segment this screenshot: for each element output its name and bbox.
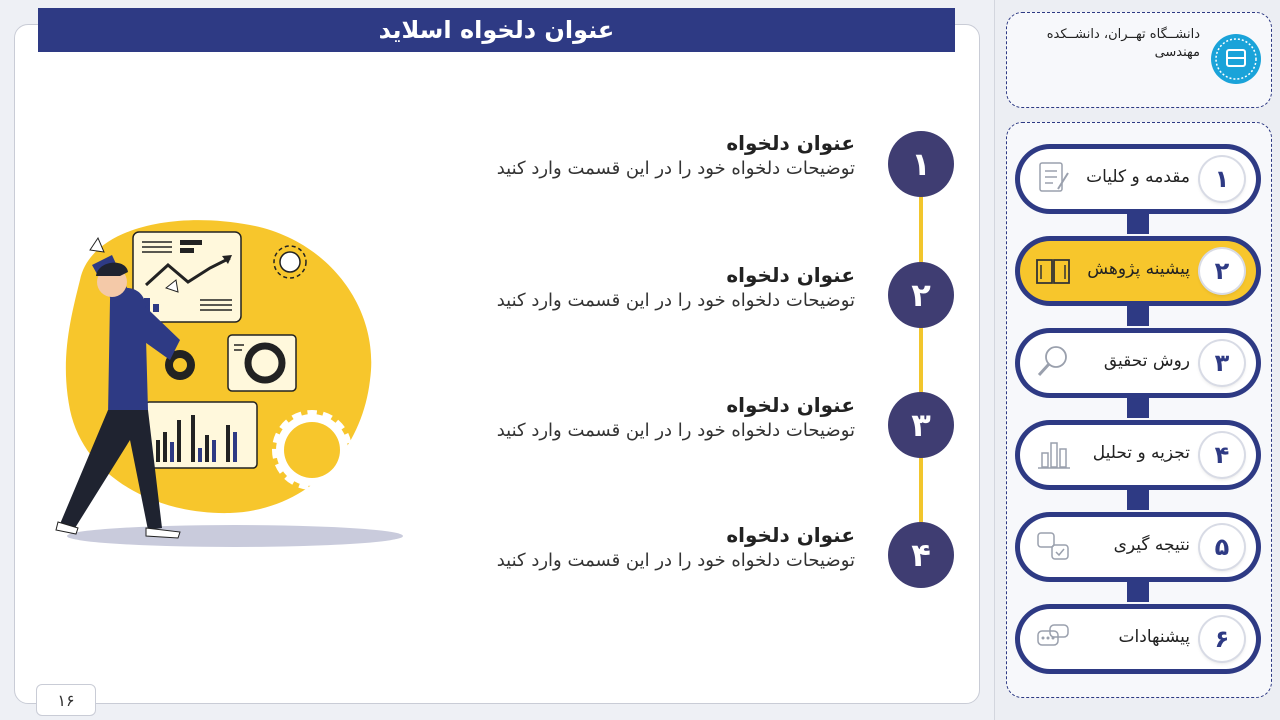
timeline-number-1: ۱ xyxy=(888,131,954,197)
nav-number: ۱ xyxy=(1200,157,1244,201)
nav-item-conclusion[interactable] xyxy=(1015,512,1261,582)
nav-number: ۲ xyxy=(1200,249,1244,293)
chat-bubbles-icon xyxy=(1034,619,1072,657)
nav-label: نتیجه گیری xyxy=(1113,535,1190,555)
nav-label: تجزیه و تحلیل xyxy=(1092,443,1190,463)
timeline-line xyxy=(919,164,923,556)
timeline-item-2 xyxy=(455,262,855,314)
book-icon xyxy=(1034,251,1072,289)
nav-item-analysis[interactable] xyxy=(1015,420,1261,490)
timeline-description: توضیحات دلخواه خود را در این قسمت وارد کنید xyxy=(496,420,855,441)
university-name: دانشــگاه تهــران، دانشــکده مهندسی xyxy=(1046,27,1200,60)
nav-number: ۴ xyxy=(1200,433,1244,477)
timeline-heading: عنوان دلخواه xyxy=(726,393,855,417)
timeline-heading: عنوان دلخواه xyxy=(726,263,855,287)
timeline-heading: عنوان دلخواه xyxy=(726,131,855,155)
nav-item-suggestions[interactable] xyxy=(1015,604,1261,674)
magnifier-icon xyxy=(1034,343,1072,381)
nav-label: پیشینه پژوهش xyxy=(1087,259,1190,279)
timeline-item-4 xyxy=(455,522,855,574)
slide-title: عنوان دلخواه اسلاید xyxy=(38,8,955,52)
analytics-illustration xyxy=(50,210,420,555)
timeline-item-1 xyxy=(455,130,855,182)
nav-label: مقدمه و کلیات xyxy=(1086,167,1190,187)
bar-chart-icon xyxy=(1034,435,1072,473)
page-number: ۱۶ xyxy=(36,684,96,716)
timeline-number-4: ۴ xyxy=(888,522,954,588)
timeline-description: توضیحات دلخواه خود را در این قسمت وارد کنید xyxy=(496,158,855,179)
nav-number: ۵ xyxy=(1200,525,1244,569)
checklist-icon xyxy=(1034,159,1072,197)
timeline-number-2: ۲ xyxy=(888,262,954,328)
nav-label: روش تحقیق xyxy=(1103,351,1190,371)
nav-label: پیشنهادات xyxy=(1118,627,1190,647)
nav-item-literature[interactable] xyxy=(1015,236,1261,306)
nav-number: ۶ xyxy=(1200,617,1244,661)
question-check-icon xyxy=(1034,527,1072,565)
nav-number: ۳ xyxy=(1200,341,1244,385)
timeline-heading: عنوان دلخواه xyxy=(726,523,855,547)
nav-item-introduction[interactable] xyxy=(1015,144,1261,214)
timeline-item-3 xyxy=(455,392,855,444)
university-logo-icon xyxy=(1210,33,1262,85)
timeline-number-3: ۳ xyxy=(888,392,954,458)
nav-item-methodology[interactable] xyxy=(1015,328,1261,398)
timeline-description: توضیحات دلخواه خود را در این قسمت وارد کنید xyxy=(496,550,855,571)
timeline-description: توضیحات دلخواه خود را در این قسمت وارد کنید xyxy=(496,290,855,311)
